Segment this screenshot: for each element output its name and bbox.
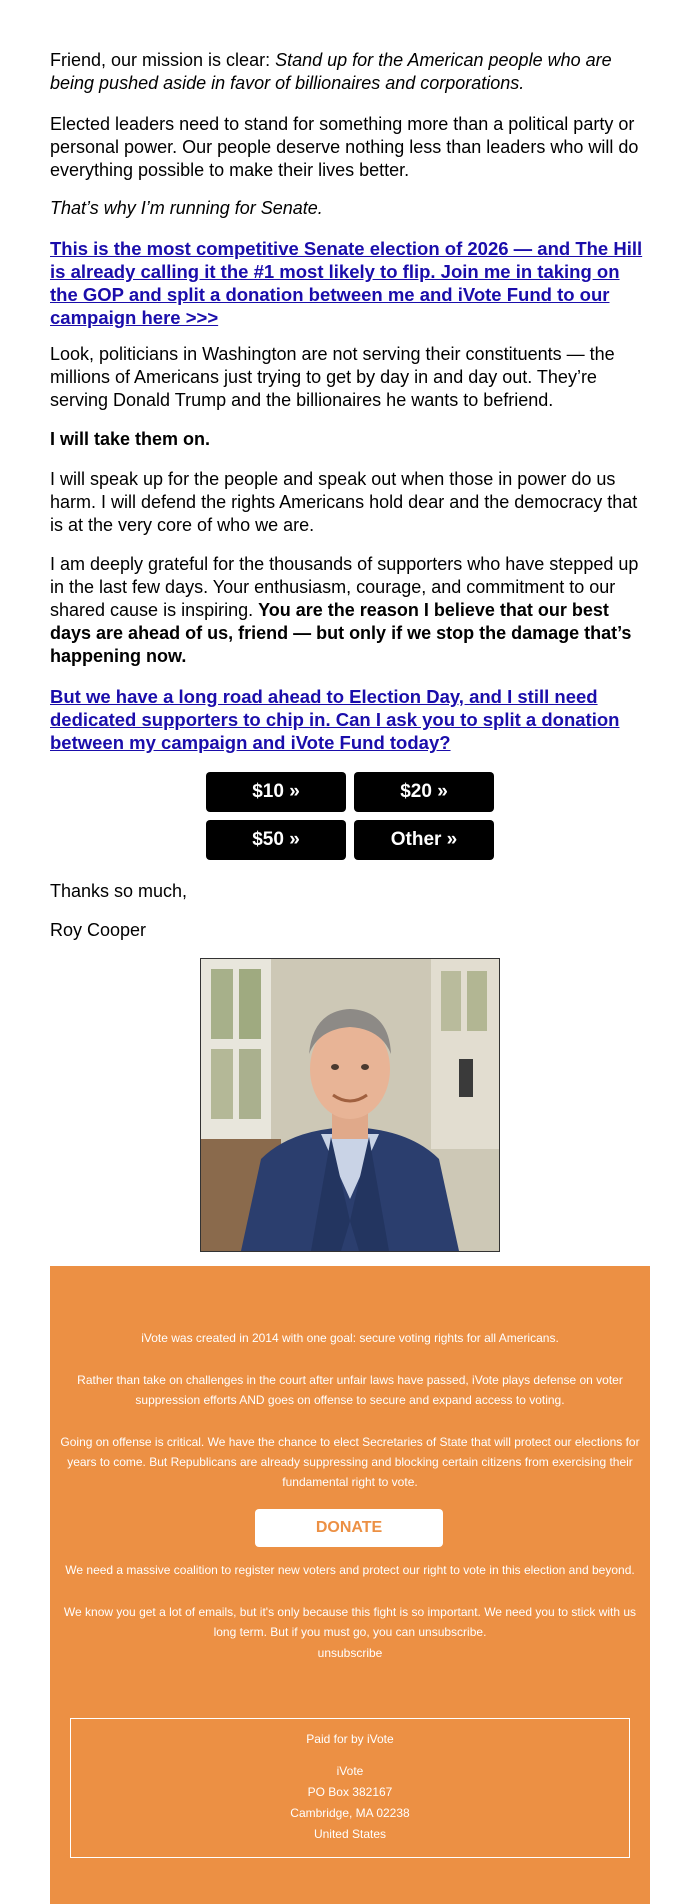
intro-plain: Friend, our mission is clear: <box>50 50 276 70</box>
intro-italic: Stand up for the American people who are being pushed aside in favor of billionaires and corporations. <box>50 50 612 93</box>
candidate-portrait-illustration <box>201 959 499 1251</box>
donate-link-competitive[interactable]: This is the most competitive Senate election of 2026 — and The Hill is already calling it the #1 most likely to flip. Join me in taking on the GOP and split a donation between me and iVote Fund to our campaign here >>> <box>50 238 643 328</box>
footer-coalition: We need a massive coalition to register new voters and protect our right to vote in this election and beyond. <box>65 1563 635 1577</box>
paragraph-running <box>50 197 323 220</box>
donate-50-button[interactable]: $50 » <box>206 820 346 860</box>
footer-mission: iVote was created in 2014 with one goal: secure voting rights for all Americans. <box>141 1331 559 1345</box>
footer-defense: Rather than take on challenges in the court after unfair laws have passed, iVote plays defense on voter suppression efforts AND goes on offense to secure and expand access to voting. <box>77 1373 623 1407</box>
footer-emails-note: We know you get a lot of emails, but it's only because this fight is so important. We need you to stick with us long term. But if you must go, you can unsubscribe. <box>63 1605 637 1639</box>
address-country: United States <box>313 1827 387 1841</box>
grateful-plain: I am deeply grateful for the thousands of supporters who have stepped up in the last few days. Your enthusiasm, courage, and commitment to our shared cause is inspiring. <box>50 554 639 620</box>
intro-paragraph <box>50 49 650 95</box>
paragraph-leaders: Elected leaders need to stand for something more than a political party or personal power. Our people deserve nothing less than leaders who will do everything possible to make their lives better. <box>50 114 639 180</box>
paid-for-box <box>70 1718 630 1858</box>
paragraph-grateful <box>50 553 650 668</box>
address-city: Cambridge, MA 02238 <box>290 1806 410 1820</box>
paragraph-take-on: I will take them on. <box>50 429 211 449</box>
running-italic: That’s why I’m running for Senate. <box>50 198 323 218</box>
footer-donate-button[interactable]: DONATE <box>255 1509 443 1547</box>
footer-offense: Going on offense is critical. We have the chance to elect Secretaries of State that will protect our elections for years to come. But Republicans are already suppressing and blocking certain citizens from exercising their fundamental right to vote. <box>60 1435 640 1489</box>
footer-panel <box>50 1266 650 1904</box>
signature: Roy Cooper <box>50 920 147 940</box>
unsubscribe-link[interactable]: unsubscribe <box>317 1646 383 1660</box>
address-org: iVote <box>336 1764 364 1778</box>
closing-thanks: Thanks so much, <box>50 881 188 901</box>
donate-link-chip-in[interactable]: But we have a long road ahead to Election Day, and I still need dedicated supporters to chip in. Can I ask you to split a donation between my campaign and iVote Fund today? <box>50 686 620 753</box>
address-po-box: PO Box 382167 <box>307 1785 393 1799</box>
candidate-photo <box>200 958 500 1252</box>
paragraph-speak-up: I will speak up for the people and speak out when those in power do us harm. I will defend the rights Americans hold dear and the democracy that is at the very core of who we are. <box>50 469 638 535</box>
grateful-bold: You are the reason I believe that our best days are ahead of us, friend — but only if we stop the damage that’s happening now. <box>50 600 632 666</box>
paragraph-politicians: Look, politicians in Washington are not serving their constituents — the millions of Americans just trying to get by day in and day out. They’re serving Donald Trump and the billionaires he wants to befriend. <box>50 344 615 410</box>
donate-other-button[interactable]: Other » <box>354 820 494 860</box>
donate-20-button[interactable]: $20 » <box>354 772 494 812</box>
paid-for-label: Paid for by iVote <box>306 1732 394 1746</box>
donate-10-button[interactable]: $10 » <box>206 772 346 812</box>
